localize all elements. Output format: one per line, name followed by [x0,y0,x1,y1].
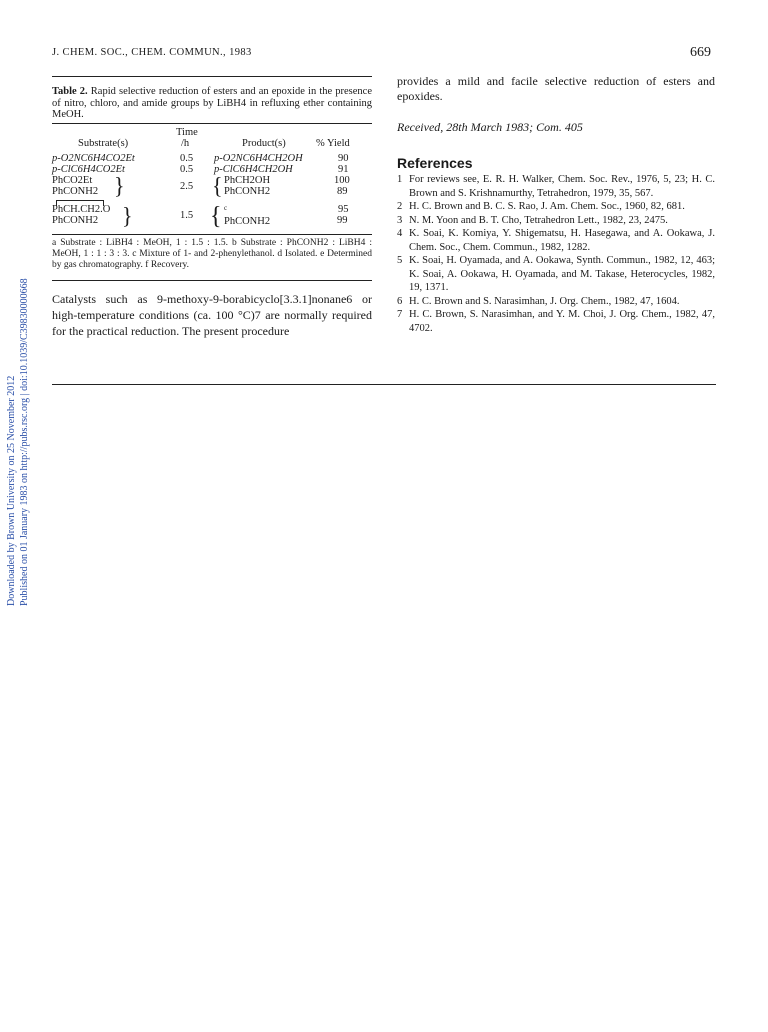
row5-substrate: PhCH.CH2.O [52,204,111,215]
reference-item: 7 H. C. Brown, S. Narasimhan, and Y. M. Choi, J. Org. Chem., 1982, 47, 4702. [397,309,715,334]
notes-bottom-rule [52,280,372,281]
table-caption-label: Table 2. [52,86,88,97]
reference-item: 1 For reviews see, E. R. H. Walker, Chem. Soc. Rev., 1976, 5, 23; H. C. Brown and S. Krishnamurthy, Tetrahedron, 1979, 35, 567. [397,174,715,199]
row6-yield: 99 [337,215,348,226]
received-line: Received, 28th March 1983; Com. 405 [397,120,583,134]
header-time-bottom: /h [181,138,190,149]
left-brace-1: { [212,172,223,199]
reference-item: 3 N. M. Yoon and B. T. Cho, Tetrahedron Lett., 1982, 23, 2475. [397,214,668,226]
row2-time: 0.5 [180,164,194,175]
row4-substrate: PhCONH2 [52,186,99,197]
references-heading: References [397,155,473,171]
references-list [397,173,715,335]
table-caption [52,86,372,121]
table-rule [52,123,372,124]
header-time-top: Time [176,127,198,138]
left-brace-2: { [210,202,222,230]
header-yield: % Yield [316,138,350,149]
row1-yield: 90 [338,153,349,164]
reference-item: 6 H. C. Brown and S. Narasimhan, J. Org. Chem., 1982, 47, 1604. [397,295,680,307]
row6-substrate: PhCONH2 [52,215,99,226]
row4-product: PhCONH2 [224,186,271,197]
sidebar-downloaded[interactable]: Downloaded by Brown University on 25 November 2012 [6,375,17,606]
row6-product: PhCONH2 [224,216,271,227]
row3-time: 2.5 [180,181,194,192]
sidebar-published[interactable]: Published on 01 January 1983 on http://pubs.rsc.org | doi:10.1039/C39830000668 [19,278,30,606]
row2-substrate: p-ClC6H4CO2Et [52,164,125,175]
right-brace-1: } [114,172,125,199]
row5-product: c [224,204,228,212]
top-rule-left [52,76,372,77]
header-substrate: Substrate(s) [78,138,129,149]
row5-time: 1.5 [180,210,194,221]
row3-substrate: PhCO2Et [52,175,93,186]
row1-time: 0.5 [180,153,194,164]
table-caption-text: Rapid selective reduction of esters and an epoxide in the presence of nitro, chloro, and amide groups by LiBH4 in refluxing ether containing MeOH. [52,86,372,120]
row4-yield: 89 [337,186,348,197]
row5-yield: 95 [338,204,349,215]
row3-product: PhCH2OH [224,175,271,186]
row1-substrate: p-O2NC6H4CO2Et [52,153,135,164]
page-bottom-rule [52,384,716,385]
page-number: 669 [690,45,711,60]
row2-yield: 91 [338,164,349,175]
body-text-right: provides a mild and facile selective reduction of esters and epoxides. [397,74,715,103]
row1-product: p-O2NC6H4CH2OH [214,153,303,164]
table-bottom-rule [52,234,372,235]
running-header: J. CHEM. SOC., CHEM. COMMUN., 1983 [52,47,252,58]
row2-product: p-ClC6H4CH2OH [214,164,293,175]
reference-item: 5 K. Soai, H. Oyamada, and A. Ookawa, Synth. Commun., 1982, 12, 463; K. Soai, A. Ookawa, H. Oyamada, and M. Takase, Heterocycles, 1982, 19, 1371. [397,255,715,293]
reference-item: 4 K. Soai, K. Komiya, Y. Shigematsu, H. Hasegawa, and A. Ookawa, J. Chem. Soc., Chem. Commun., 1982, 1282. [397,228,715,253]
reference-item: 2 H. C. Brown and B. C. S. Rao, J. Am. Chem. Soc., 1960, 82, 681. [397,201,685,212]
row3-yield: 100 [334,175,350,186]
header-product: Product(s) [242,138,286,149]
table-footnotes: a Substrate : LiBH4 : MeOH, 1 : 1.5 : 1.5. b Substrate : PhCONH2 : LiBH4 : MeOH, 1 : 1 : 3 : 3. c Mixture of 1- and 2-phenylethanol. d Isolated. e Determined by gas chromatography. f Recovery. [52,238,372,270]
right-brace-2: } [122,202,133,229]
body-text-left: Catalysts such as 9-methoxy-9-borabicyclo[3.3.1]nonane6 or high-temperature conditions (ca. 100 °C)7 are normally required for the practical reduction. The present procedure [52,292,372,338]
